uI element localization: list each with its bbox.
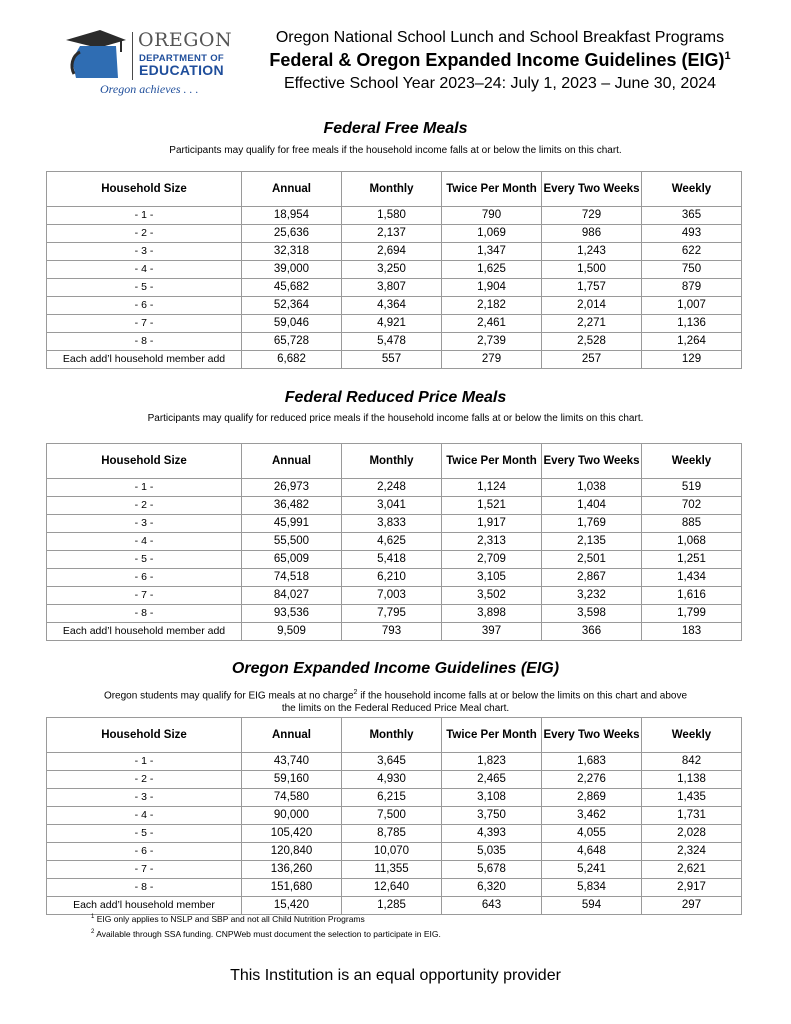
household-size-cell: - 7 - <box>47 587 242 605</box>
income-cell: 1,243 <box>542 243 642 261</box>
income-cell: 4,055 <box>542 825 642 843</box>
income-cell: 5,834 <box>542 879 642 897</box>
income-cell: 2,501 <box>542 551 642 569</box>
income-cell: 790 <box>442 207 542 225</box>
logo-tagline: Oregon achieves . . . <box>100 82 199 96</box>
income-cell: 3,232 <box>542 587 642 605</box>
income-cell: 1,434 <box>642 569 742 587</box>
table-header-row <box>47 718 742 753</box>
table-row <box>47 587 742 605</box>
income-cell: 1,007 <box>642 297 742 315</box>
income-cell: 74,580 <box>242 789 342 807</box>
income-cell: 1,521 <box>442 497 542 515</box>
income-cell: 10,070 <box>342 843 442 861</box>
income-cell: 2,528 <box>542 333 642 351</box>
income-cell: 885 <box>642 515 742 533</box>
income-cell: 59,046 <box>242 315 342 333</box>
household-size-cell: - 7 - <box>47 315 242 333</box>
income-cell: 1,038 <box>542 479 642 497</box>
income-cell: 1,580 <box>342 207 442 225</box>
income-cell: 90,000 <box>242 807 342 825</box>
footnote-1-marker: 1 <box>91 914 95 921</box>
household-size-cell: - 5 - <box>47 825 242 843</box>
table-row <box>47 825 742 843</box>
income-cell: 6,320 <box>442 879 542 897</box>
income-cell: 297 <box>642 897 742 915</box>
income-cell: 1,757 <box>542 279 642 297</box>
column-header: Annual <box>242 718 342 753</box>
income-cell: 129 <box>642 351 742 369</box>
income-cell: 3,502 <box>442 587 542 605</box>
income-cell: 5,418 <box>342 551 442 569</box>
table-row <box>47 497 742 515</box>
income-cell: 3,105 <box>442 569 542 587</box>
column-header: Every Two Weeks <box>542 718 642 753</box>
household-size-cell: - 8 - <box>47 333 242 351</box>
section-reduced-title: Federal Reduced Price Meals <box>284 389 507 406</box>
income-cell: 43,740 <box>242 753 342 771</box>
income-cell: 6,682 <box>242 351 342 369</box>
household-size-cell: - 5 - <box>47 551 242 569</box>
income-cell: 2,137 <box>342 225 442 243</box>
income-cell: 3,250 <box>342 261 442 279</box>
income-cell: 750 <box>642 261 742 279</box>
household-size-cell: - 4 - <box>47 261 242 279</box>
household-size-cell: - 4 - <box>47 807 242 825</box>
income-cell: 2,694 <box>342 243 442 261</box>
income-cell: 105,420 <box>242 825 342 843</box>
income-cell: 2,621 <box>642 861 742 879</box>
household-size-cell: Each add’l household member add <box>47 351 242 369</box>
column-header: Household Size <box>47 172 242 207</box>
oregon-education-logo <box>50 14 245 98</box>
income-cell: 84,027 <box>242 587 342 605</box>
logo-oregon-text: OREGON <box>138 29 233 51</box>
income-cell: 519 <box>642 479 742 497</box>
income-cell: 55,500 <box>242 533 342 551</box>
column-header: Household Size <box>47 718 242 753</box>
eig-subtitle-part-b: if the household income falls at or below the limits on this chart and above <box>357 690 688 702</box>
income-cell: 3,108 <box>442 789 542 807</box>
income-cell: 1,683 <box>542 753 642 771</box>
income-cell: 2,271 <box>542 315 642 333</box>
column-header: Household Size <box>47 444 242 479</box>
household-size-cell: Each add’l household member <box>47 897 242 915</box>
income-cell: 93,536 <box>242 605 342 623</box>
household-size-cell: - 3 - <box>47 243 242 261</box>
income-cell: 26,973 <box>242 479 342 497</box>
program-name: Oregon National School Lunch and School Breakfast Programs <box>275 29 725 46</box>
household-size-cell: - 3 - <box>47 789 242 807</box>
table-header-row <box>47 172 742 207</box>
income-cell: 879 <box>642 279 742 297</box>
income-cell: 622 <box>642 243 742 261</box>
income-cell: 4,648 <box>542 843 642 861</box>
income-cell: 9,509 <box>242 623 342 641</box>
household-size-cell: - 8 - <box>47 879 242 897</box>
income-cell: 25,636 <box>242 225 342 243</box>
household-size-cell: - 6 - <box>47 843 242 861</box>
income-cell: 1,435 <box>642 789 742 807</box>
income-cell: 2,324 <box>642 843 742 861</box>
income-cell: 1,500 <box>542 261 642 279</box>
reduced-price-table <box>46 443 742 641</box>
table-row <box>47 789 742 807</box>
eig-subtitle-part-a: Oregon students may qualify for EIG meals at no charge <box>103 690 354 702</box>
income-cell: 12,640 <box>342 879 442 897</box>
section-eig-subtitle <box>40 686 751 715</box>
income-cell: 136,260 <box>242 861 342 879</box>
income-cell: 2,739 <box>442 333 542 351</box>
household-size-cell: - 1 - <box>47 753 242 771</box>
logo-divider <box>132 32 133 80</box>
column-header: Twice Per Month <box>442 718 542 753</box>
section-eig-title: Oregon Expanded Income Guidelines (EIG) <box>231 660 560 677</box>
table-row <box>47 333 742 351</box>
income-cell: 366 <box>542 623 642 641</box>
table-row <box>47 225 742 243</box>
eig-footnote-ref: 2 <box>353 689 358 696</box>
column-header: Twice Per Month <box>442 444 542 479</box>
household-size-cell: - 2 - <box>47 225 242 243</box>
income-cell: 1,347 <box>442 243 542 261</box>
income-cell: 15,420 <box>242 897 342 915</box>
income-cell: 45,991 <box>242 515 342 533</box>
household-size-cell: - 6 - <box>47 569 242 587</box>
income-cell: 3,041 <box>342 497 442 515</box>
income-cell: 4,930 <box>342 771 442 789</box>
income-cell: 1,264 <box>642 333 742 351</box>
section-free-subtitle: Participants may qualify for free meals if the household income falls at or below the limits on this chart. <box>169 145 622 156</box>
income-cell: 3,807 <box>342 279 442 297</box>
income-cell: 1,823 <box>442 753 542 771</box>
table-row <box>47 515 742 533</box>
title-footnote-ref: 1 <box>724 50 731 62</box>
income-cell: 1,285 <box>342 897 442 915</box>
table-row <box>47 479 742 497</box>
table-row <box>47 261 742 279</box>
logo-education-text: EDUCATION <box>139 62 224 78</box>
income-cell: 7,003 <box>342 587 442 605</box>
income-cell: 1,904 <box>442 279 542 297</box>
income-cell: 1,138 <box>642 771 742 789</box>
income-cell: 3,833 <box>342 515 442 533</box>
section-free-title: Federal Free Meals <box>323 120 468 137</box>
column-header: Every Two Weeks <box>542 444 642 479</box>
income-cell: 3,645 <box>342 753 442 771</box>
household-size-cell: - 3 - <box>47 515 242 533</box>
table-row <box>47 351 742 369</box>
income-cell: 1,799 <box>642 605 742 623</box>
household-size-cell: - 2 - <box>47 497 242 515</box>
income-cell: 2,709 <box>442 551 542 569</box>
table-row <box>47 315 742 333</box>
income-cell: 2,461 <box>442 315 542 333</box>
household-size-cell: Each add’l household member add <box>47 623 242 641</box>
income-cell: 2,135 <box>542 533 642 551</box>
column-header: Weekly <box>642 444 742 479</box>
table-row <box>47 807 742 825</box>
eig-table <box>46 717 742 915</box>
income-cell: 3,898 <box>442 605 542 623</box>
footnote-2 <box>91 929 441 939</box>
income-cell: 7,500 <box>342 807 442 825</box>
income-cell: 52,364 <box>242 297 342 315</box>
table-row <box>47 605 742 623</box>
income-cell: 4,364 <box>342 297 442 315</box>
income-cell: 1,251 <box>642 551 742 569</box>
income-cell: 279 <box>442 351 542 369</box>
income-cell: 1,731 <box>642 807 742 825</box>
income-cell: 1,625 <box>442 261 542 279</box>
income-cell: 1,769 <box>542 515 642 533</box>
income-cell: 2,313 <box>442 533 542 551</box>
eig-subtitle-part-c: the limits on the Federal Reduced Price Meal chart. <box>281 703 510 715</box>
income-cell: 6,210 <box>342 569 442 587</box>
income-cell: 2,465 <box>442 771 542 789</box>
income-cell: 36,482 <box>242 497 342 515</box>
income-cell: 257 <box>542 351 642 369</box>
income-cell: 5,035 <box>442 843 542 861</box>
income-cell: 702 <box>642 497 742 515</box>
income-cell: 2,014 <box>542 297 642 315</box>
column-header: Twice Per Month <box>442 172 542 207</box>
footnote-1 <box>91 914 365 924</box>
column-header: Annual <box>242 444 342 479</box>
logo-department-text: DEPARTMENT OF <box>139 53 224 64</box>
income-cell: 397 <box>442 623 542 641</box>
table-row <box>47 753 742 771</box>
document-title <box>250 50 750 71</box>
column-header: Monthly <box>342 444 442 479</box>
income-cell: 842 <box>642 753 742 771</box>
column-header: Monthly <box>342 172 442 207</box>
income-cell: 4,921 <box>342 315 442 333</box>
table-row <box>47 569 742 587</box>
household-size-cell: - 6 - <box>47 297 242 315</box>
income-cell: 557 <box>342 351 442 369</box>
household-size-cell: - 5 - <box>47 279 242 297</box>
table-row <box>47 861 742 879</box>
household-size-cell: - 1 - <box>47 479 242 497</box>
table-header-row <box>47 444 742 479</box>
household-size-cell: - 1 - <box>47 207 242 225</box>
income-cell: 74,518 <box>242 569 342 587</box>
income-cell: 4,393 <box>442 825 542 843</box>
income-cell: 1,404 <box>542 497 642 515</box>
table-row <box>47 623 742 641</box>
income-cell: 2,869 <box>542 789 642 807</box>
footnote-2-marker: 2 <box>91 929 95 936</box>
footnote-2-text: Available through SSA funding. CNPWeb must document the selection to participate in EIG. <box>94 929 441 939</box>
income-cell: 65,728 <box>242 333 342 351</box>
income-cell: 32,318 <box>242 243 342 261</box>
income-cell: 65,009 <box>242 551 342 569</box>
income-cell: 5,478 <box>342 333 442 351</box>
table-row <box>47 897 742 915</box>
free-meals-table <box>46 171 742 369</box>
income-cell: 11,355 <box>342 861 442 879</box>
income-cell: 45,682 <box>242 279 342 297</box>
income-cell: 1,124 <box>442 479 542 497</box>
income-cell: 7,795 <box>342 605 442 623</box>
equal-opportunity-statement: This Institution is an equal opportunity provider <box>230 967 561 984</box>
household-size-cell: - 7 - <box>47 861 242 879</box>
income-cell: 3,598 <box>542 605 642 623</box>
income-cell: 120,840 <box>242 843 342 861</box>
income-cell: 643 <box>442 897 542 915</box>
income-cell: 59,160 <box>242 771 342 789</box>
income-cell: 1,069 <box>442 225 542 243</box>
income-cell: 365 <box>642 207 742 225</box>
column-header: Monthly <box>342 718 442 753</box>
income-cell: 1,616 <box>642 587 742 605</box>
income-cell: 1,917 <box>442 515 542 533</box>
column-header: Weekly <box>642 718 742 753</box>
table-row <box>47 771 742 789</box>
income-cell: 39,000 <box>242 261 342 279</box>
table-row <box>47 533 742 551</box>
income-cell: 3,750 <box>442 807 542 825</box>
household-size-cell: - 8 - <box>47 605 242 623</box>
income-cell: 986 <box>542 225 642 243</box>
income-cell: 6,215 <box>342 789 442 807</box>
income-cell: 5,241 <box>542 861 642 879</box>
income-cell: 2,248 <box>342 479 442 497</box>
graduation-cap-oregon-icon <box>62 26 132 86</box>
income-cell: 18,954 <box>242 207 342 225</box>
income-cell: 3,462 <box>542 807 642 825</box>
income-cell: 2,276 <box>542 771 642 789</box>
section-reduced-subtitle: Participants may qualify for reduced price meals if the household income falls at or below the limits on this chart. <box>147 413 644 424</box>
table-row <box>47 551 742 569</box>
table-row <box>47 843 742 861</box>
income-cell: 151,680 <box>242 879 342 897</box>
table-row <box>47 243 742 261</box>
income-cell: 1,136 <box>642 315 742 333</box>
income-cell: 493 <box>642 225 742 243</box>
income-cell: 1,068 <box>642 533 742 551</box>
income-cell: 594 <box>542 897 642 915</box>
income-cell: 793 <box>342 623 442 641</box>
income-cell: 2,028 <box>642 825 742 843</box>
household-size-cell: - 4 - <box>47 533 242 551</box>
effective-dates: Effective School Year 2023–24: July 1, 2023 – June 30, 2024 <box>283 75 717 92</box>
table-row <box>47 297 742 315</box>
column-header: Weekly <box>642 172 742 207</box>
table-row <box>47 279 742 297</box>
income-cell: 5,678 <box>442 861 542 879</box>
income-cell: 4,625 <box>342 533 442 551</box>
income-cell: 729 <box>542 207 642 225</box>
income-cell: 8,785 <box>342 825 442 843</box>
table-row <box>47 207 742 225</box>
household-size-cell: - 2 - <box>47 771 242 789</box>
table-row <box>47 879 742 897</box>
income-cell: 2,867 <box>542 569 642 587</box>
footnote-1-text: EIG only applies to NSLP and SBP and not all Child Nutrition Programs <box>94 914 365 924</box>
income-cell: 2,917 <box>642 879 742 897</box>
column-header: Every Two Weeks <box>542 172 642 207</box>
income-cell: 183 <box>642 623 742 641</box>
income-cell: 2,182 <box>442 297 542 315</box>
column-header: Annual <box>242 172 342 207</box>
document-title-text: Federal & Oregon Expanded Income Guidelines (EIG) <box>269 50 725 70</box>
